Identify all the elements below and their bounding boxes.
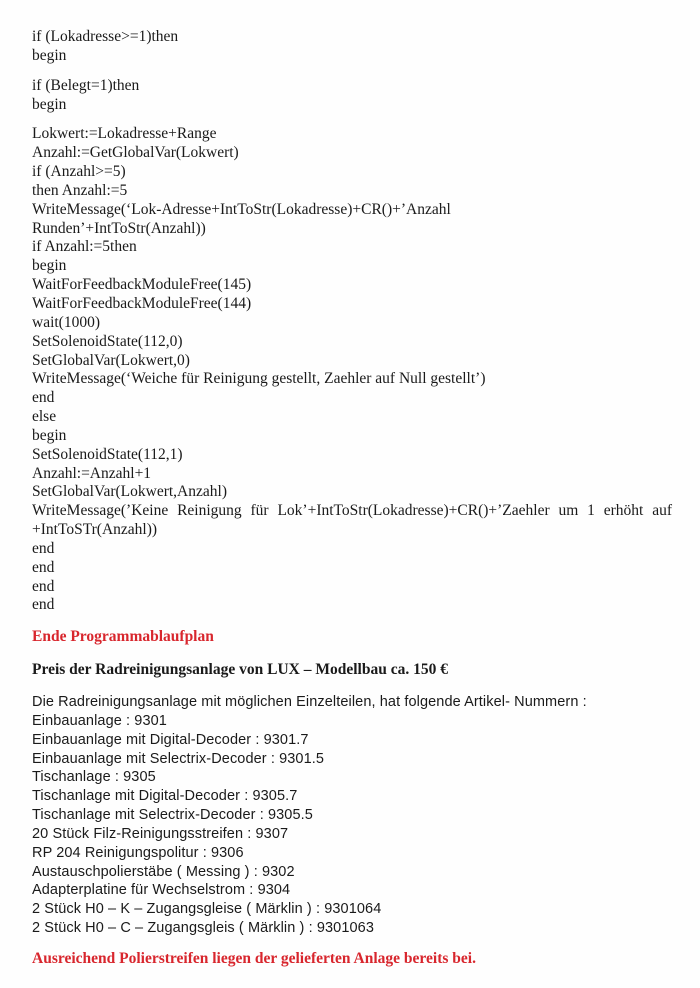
- code-line: SetGlobalVar(Lokwert,Anzahl): [32, 483, 227, 501]
- code-line: end: [32, 389, 55, 407]
- code-line: then Anzahl:=5: [32, 181, 128, 199]
- list-item: Adapterplatine für Wechselstrom : 9304: [32, 882, 291, 899]
- code-line: WaitForFeedbackModuleFree(145): [32, 276, 252, 294]
- code-line: begin: [32, 95, 67, 113]
- code-line: if (Belegt=1)then: [32, 76, 140, 94]
- list-item: RP 204 Reinigungspolitur : 9306: [32, 844, 244, 861]
- code-line: end: [32, 539, 55, 557]
- code-line: Runden’+IntToStr(Anzahl)): [32, 219, 206, 237]
- code-line: begin: [32, 46, 67, 64]
- list-item: Einbauanlage mit Digital-Decoder : 9301.7: [32, 731, 309, 748]
- code-line: if (Anzahl>=5): [32, 163, 126, 181]
- code-line: if (Lokadresse>=1)then: [32, 28, 179, 45]
- code-line: SetSolenoidState(112,0): [32, 332, 183, 350]
- heading-text: Preis der Radreinigungsanlage von LUX – Modellbau ca. 150 €: [32, 661, 448, 679]
- code-block-2: [32, 77, 672, 115]
- code-line: end: [32, 577, 55, 595]
- code-line: if Anzahl:=5then: [32, 238, 137, 256]
- list-item: Austauschpolierstäbe ( Messing ) : 9302: [32, 863, 295, 880]
- code-block-1: [32, 28, 672, 66]
- code-line: end: [32, 596, 55, 614]
- code-line: Anzahl:=GetGlobalVar(Lokwert): [32, 144, 239, 162]
- code-line: wait(1000): [32, 313, 101, 331]
- code-line: begin: [32, 426, 67, 444]
- list-item: Tischanlage mit Digital-Decoder : 9305.7: [32, 788, 298, 805]
- code-block-3: [32, 125, 672, 615]
- heading-text: Ende Programmablaufplan: [32, 628, 214, 646]
- list-item: 20 Stück Filz-Reinigungsstreifen : 9307: [32, 825, 289, 842]
- heading-price: [32, 661, 672, 680]
- code-line: WaitForFeedbackModuleFree(144): [32, 294, 252, 312]
- code-line: end: [32, 558, 55, 576]
- list-item: Tischanlage mit Selectrix-Decoder : 9305.5: [32, 807, 313, 824]
- code-line: Anzahl:=Anzahl+1: [32, 464, 152, 482]
- code-line: SetSolenoidState(112,1): [32, 445, 183, 463]
- list-item: 2 Stück H0 – K – Zugangsgleise ( Märklin ) : 9301064: [32, 901, 382, 918]
- code-line: SetGlobalVar(Lokwert,0): [32, 351, 190, 369]
- article-intro: Die Radreinigungsanlage mit möglichen Einzelteilen, hat folgende Artikel- Nummern :: [32, 694, 587, 710]
- code-line: else: [32, 408, 57, 426]
- article-list: [32, 693, 672, 938]
- heading-end-program: [32, 628, 672, 647]
- code-line: WriteMessage(‘Weiche für Reinigung gestellt, Zaehler auf Null gestellt’): [32, 370, 486, 388]
- list-item: Einbauanlage : 9301: [32, 712, 167, 729]
- code-line: begin: [32, 257, 67, 275]
- code-line: WriteMessage(‘Lok-Adresse+IntToStr(Lokadresse)+CR()+’Anzahl: [32, 200, 451, 218]
- document-content: [32, 28, 672, 969]
- code-line: Lokwert:=Lokadresse+Range: [32, 125, 217, 143]
- footer-note-text: Ausreichend Polierstreifen liegen der gelieferten Anlage bereits bei.: [32, 949, 476, 967]
- footer-note: [32, 950, 672, 969]
- list-item: Tischanlage : 9305: [32, 769, 156, 786]
- list-item: 2 Stück H0 – C – Zugangsgleis ( Märklin ) : 9301063: [32, 920, 374, 937]
- code-line-wrapped: WriteMessage(’Keine Reinigung für Lok’+IntToStr(Lokadresse)+CR()+’Zaehler um 1 erhöht auf +IntToSTr(Anzahl)): [32, 502, 672, 539]
- list-item: Einbauanlage mit Selectrix-Decoder : 9301.5: [32, 750, 325, 767]
